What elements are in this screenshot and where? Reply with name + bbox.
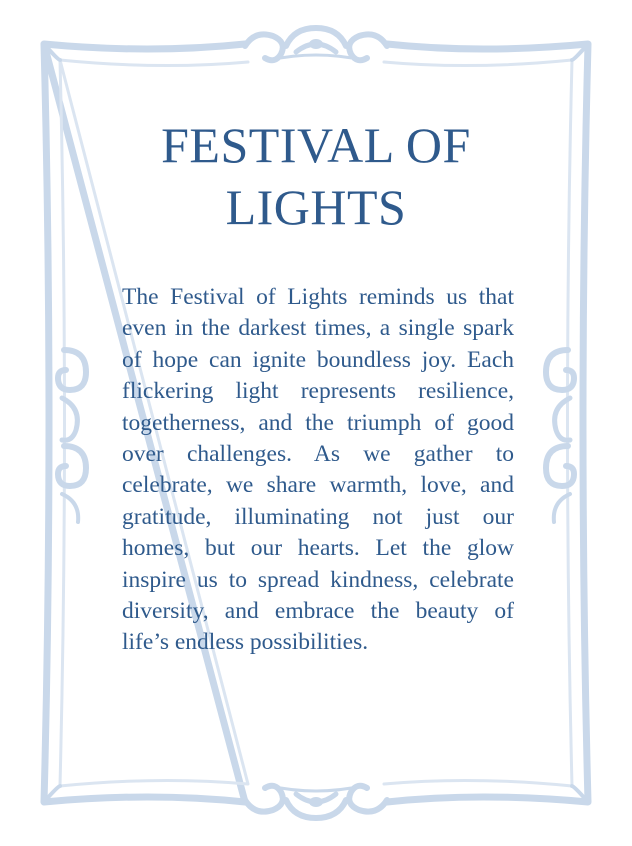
top-ornament [245,28,387,60]
document-title: FESTIVAL OF LIGHTS [161,117,471,235]
bottom-ornament [245,786,387,818]
right-side-ornament [546,350,574,522]
document-body: The Festival of Lights reminds us that even in the darkest times, a single spark of hope can ignite boundless joy. Each flickering light represents resilience, togetherness, and the triumph of good over challenges. As we gather to celebrate, we share warmth, love, and gratitude, illuminating not just our homes, but our hearts. Let the glow inspire us to spread kindness, celebrate diversity, and embrace the beauty of life’s endless possibilities. [122,284,514,656]
left-side-ornament [58,350,86,522]
